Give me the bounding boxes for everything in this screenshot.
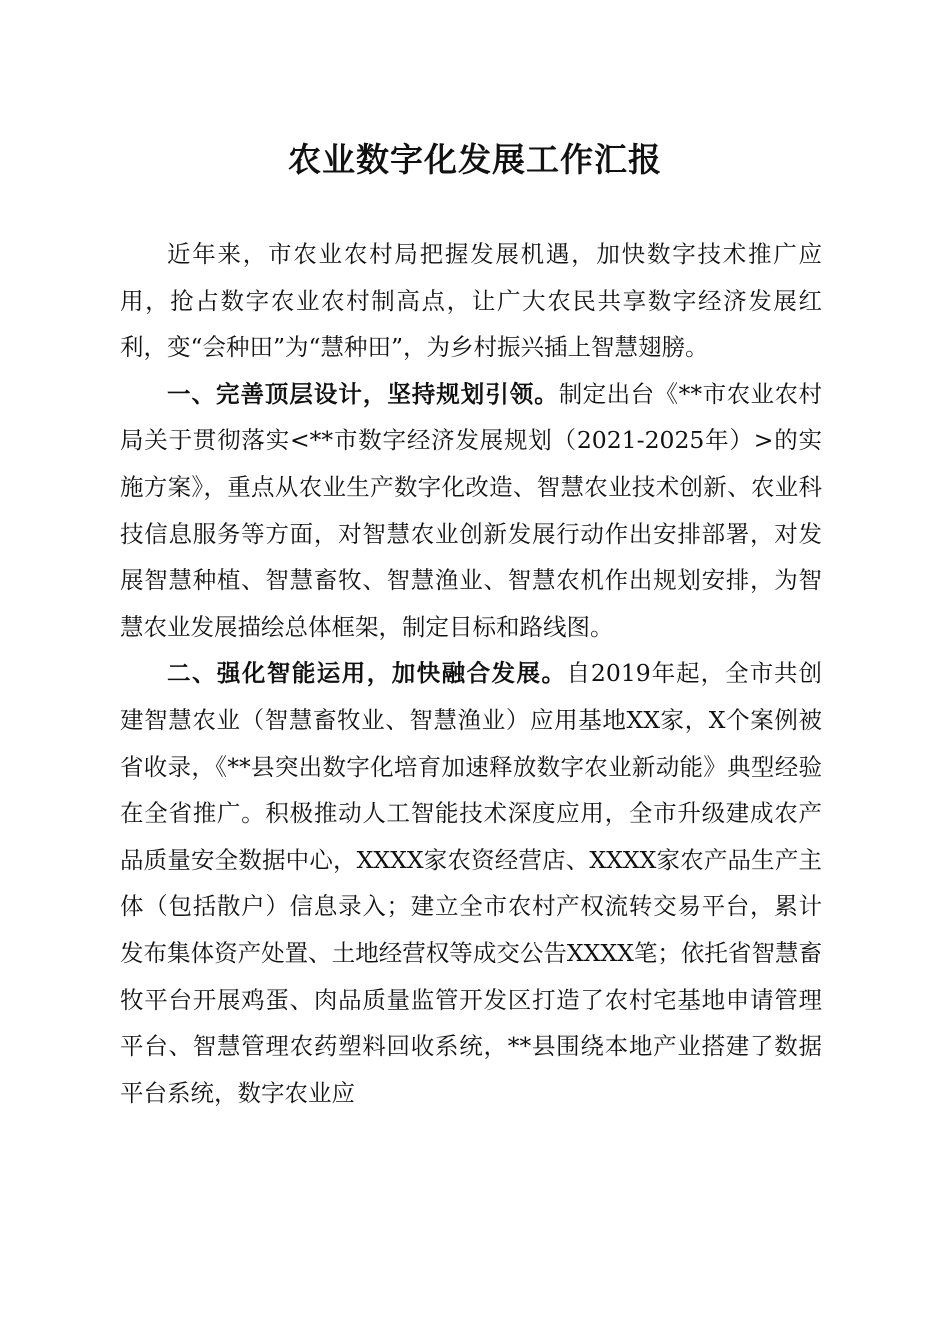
- paragraph-section-2: [120, 650, 822, 1116]
- section-1-heading: 一、完善顶层设计，坚持规划引领。: [167, 379, 559, 408]
- section-2-text: 自2019年起，全市共创建智慧农业（智慧畜牧业、智慧渔业）应用基地XX家，X个案例被省收录，《**县突出数字化培育加速释放数字农业新动能》典型经验在全省推广。积极推动人工智能技术深度应用，全市升级建成农产品质量安全数据中心，XXXX家农资经营店、XXXX家农产品生产主体（包括散户）信息录入；建立全市农村产权流转交易平台，累计发布集体资产处置、土地经营权等成交公告XXXX笔；依托省智慧畜牧平台开展鸡蛋、肉品质量监管开发区打造了农村宅基地申请管理平台、智慧管理农药塑料回收系统，**县围绕本地产业搭建了数据平台系统，数字农业应: [120, 659, 823, 1107]
- document-body: [120, 231, 822, 1116]
- paragraph-intro-text: 近年来，市农业农村局把握发展机遇，加快数字技术推广应用，抢占数字农业农村制高点，让广大农民共享数字经济发展红利，变“会种田”为“慧种田”，为乡村振兴插上智慧翅膀。: [120, 240, 822, 362]
- document-title: 农业数字化发展工作汇报: [288, 140, 662, 179]
- paragraph-section-1: [120, 371, 822, 651]
- paragraph-intro: [120, 231, 822, 371]
- section-2-heading: 二、强化智能运用，加快融合发展。: [167, 659, 567, 688]
- section-1-text: 制定出台《**市农业农村局关于贯彻落实<**市数字经济发展规划（2021-2025年）>的实施方案》，重点从农业生产数字化改造、智慧农业技术创新、农业科技信息服务等方面，对智慧农业创新发展行动作出安排部署，对发展智慧种植、智慧畜牧、智慧渔业、智慧农机作出规划安排，为智慧农业发展描绘总体框架，制定目标和路线图。: [120, 379, 823, 641]
